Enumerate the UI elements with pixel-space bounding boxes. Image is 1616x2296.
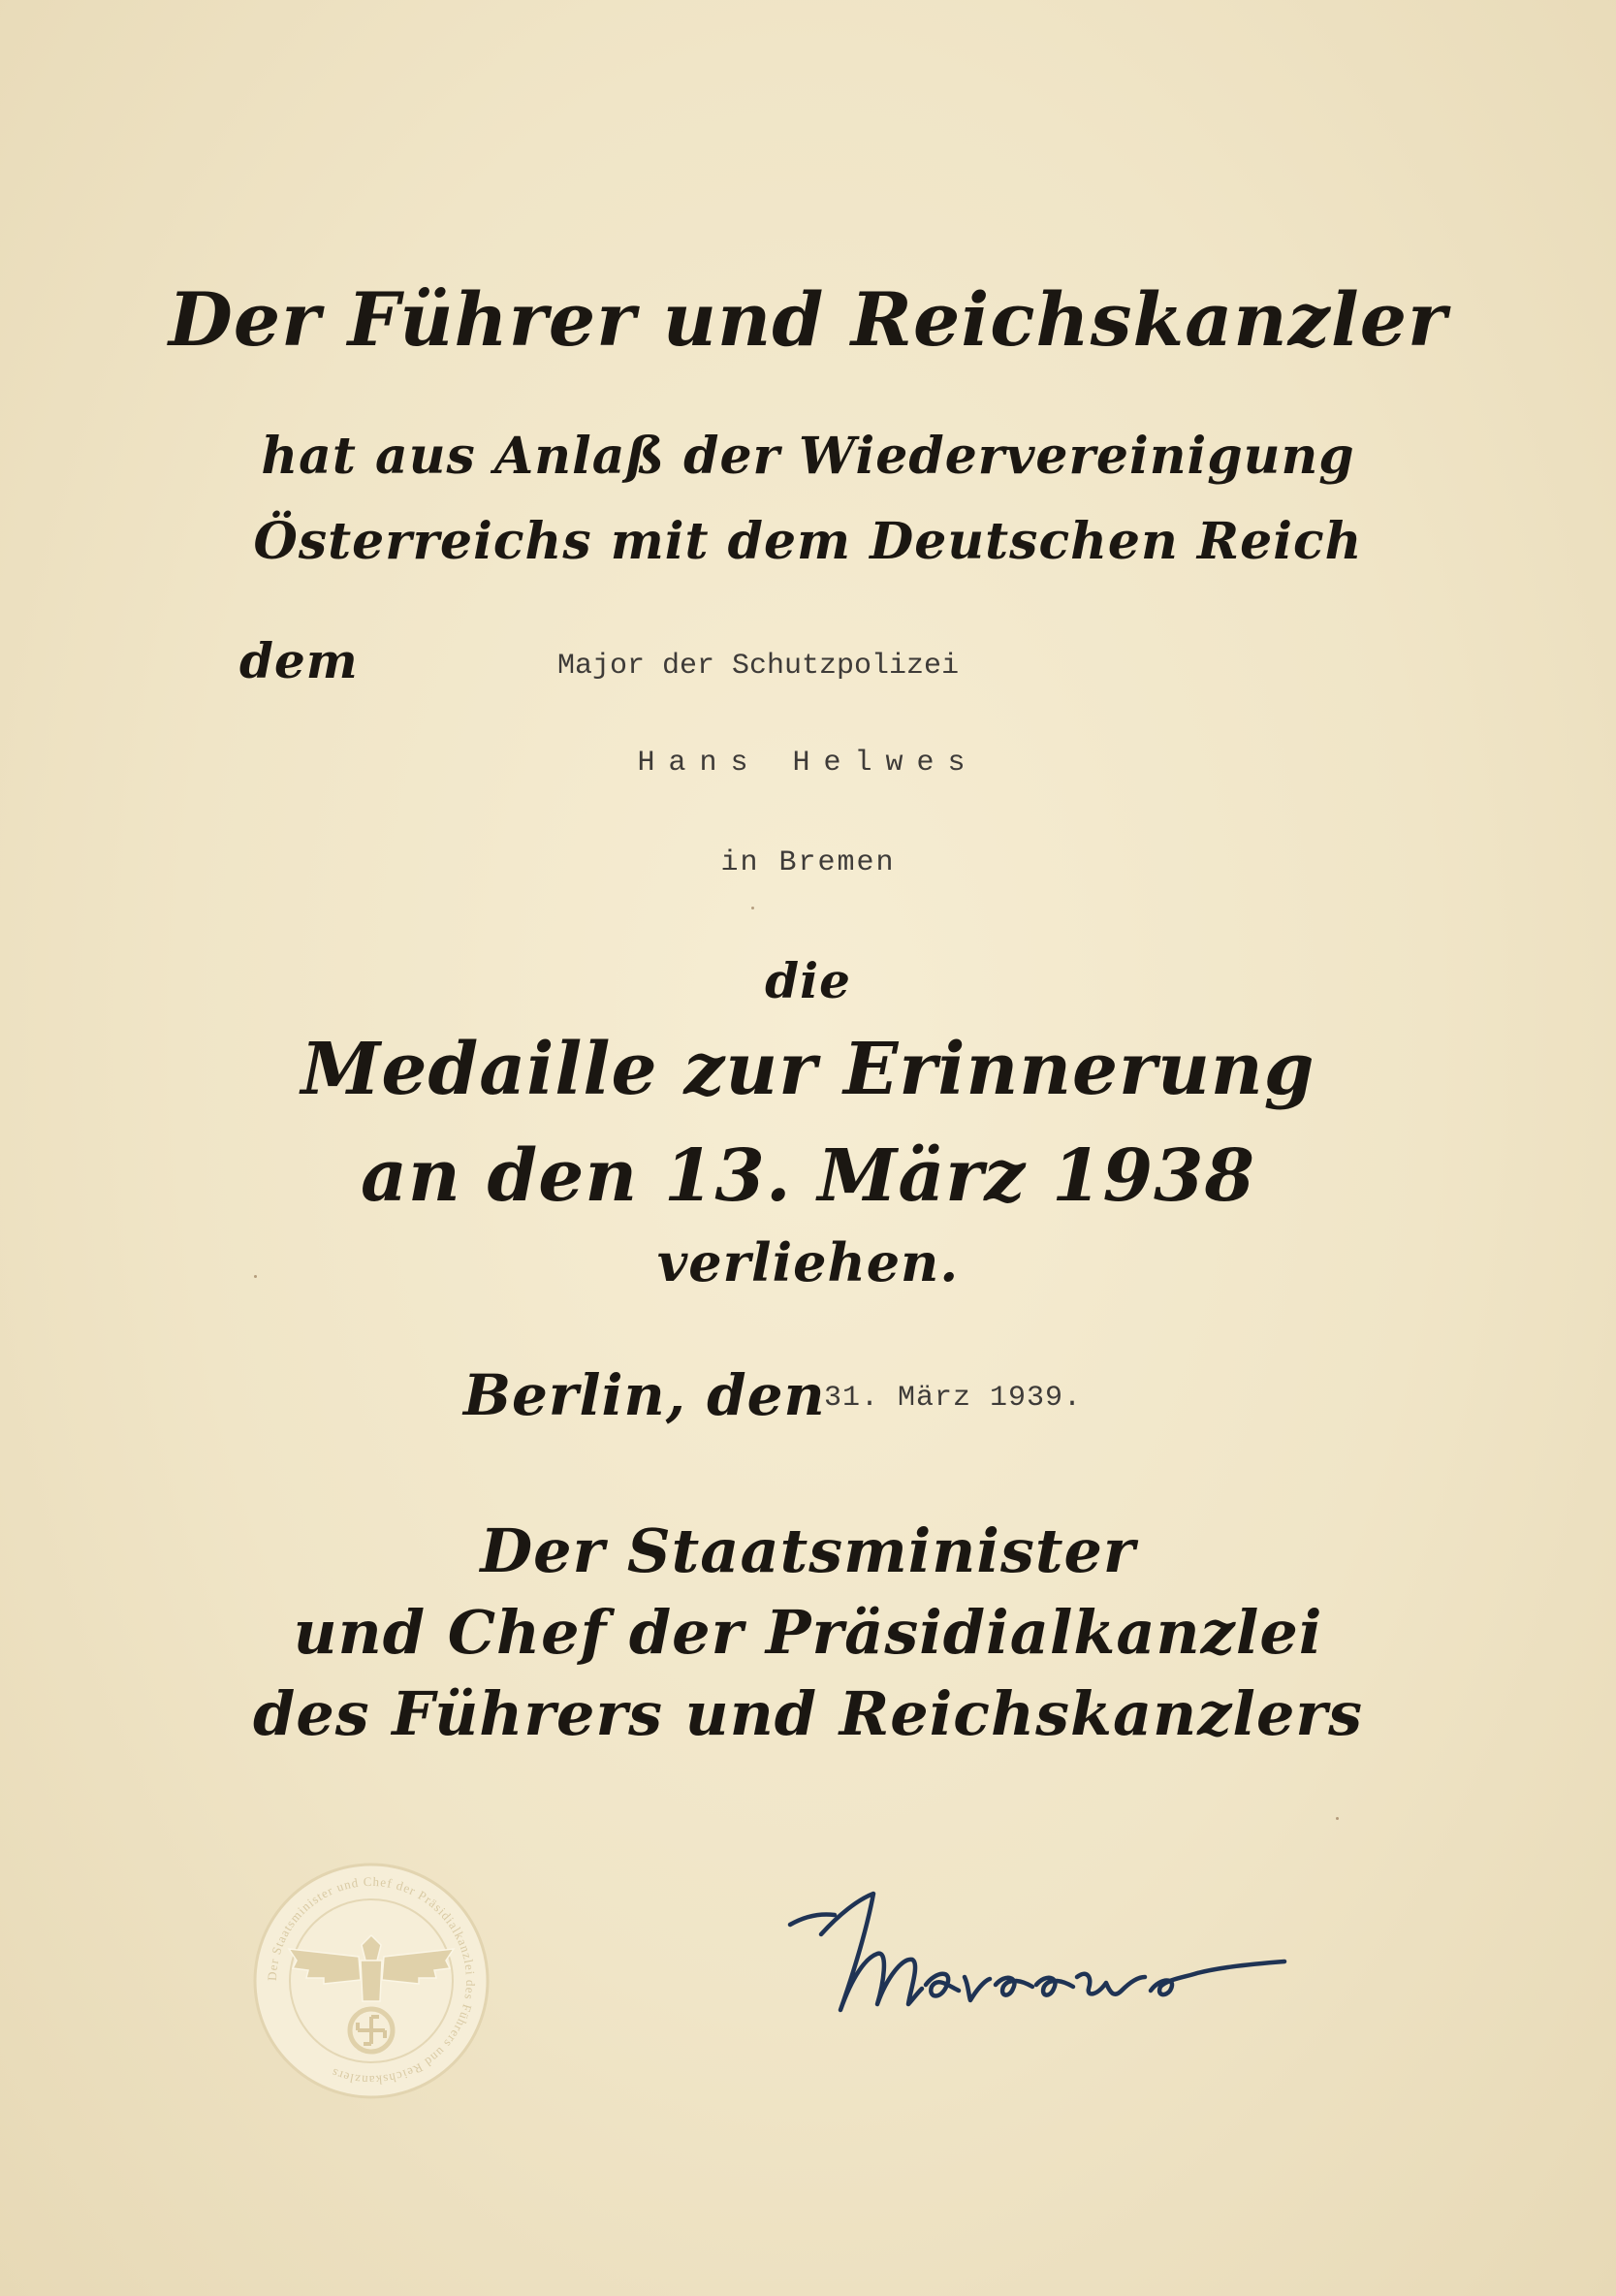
recipient-city: in Bremen	[720, 846, 896, 879]
embossed-eagle-seal-icon	[250, 1860, 492, 2102]
handwritten-signature-icon	[780, 1876, 1323, 2041]
certificate-title: Der Führer und Reichskanzler	[168, 276, 1448, 363]
paper-speck	[751, 907, 754, 909]
occasion-line-2: Österreichs mit dem Deutschen Reich	[253, 512, 1363, 571]
place-label: Berlin, den	[463, 1362, 826, 1428]
award-prefix: die	[765, 952, 851, 1009]
award-title-line-2: an den 13. März 1938	[361, 1134, 1255, 1218]
recipient-name: Hans Helwes	[637, 747, 979, 780]
recipient-rank: Major der Schutzpolizei	[557, 650, 960, 683]
issuer-line-2: und Chef der Präsidialkanzlei	[293, 1597, 1323, 1668]
paper-speck	[1336, 1817, 1339, 1820]
paper-speck	[254, 1275, 257, 1278]
seal-legend-text: Der Staatsminister und Chef der Präsidialkanzlei des Führers und Reichskanzlers	[264, 1873, 479, 2089]
issuer-line-3: des Führers und Reichskanzlers	[253, 1678, 1363, 1749]
issue-date: 31. März 1939.	[824, 1382, 1083, 1415]
award-suffix: verliehen.	[656, 1231, 960, 1293]
issuer-line-1: Der Staatsminister	[480, 1515, 1136, 1586]
award-title-line-1: Medaille zur Erinnerung	[301, 1028, 1315, 1111]
recipient-prefix: dem	[239, 632, 359, 689]
occasion-line-1: hat aus Anlaß der Wiedervereinigung	[261, 427, 1355, 486]
